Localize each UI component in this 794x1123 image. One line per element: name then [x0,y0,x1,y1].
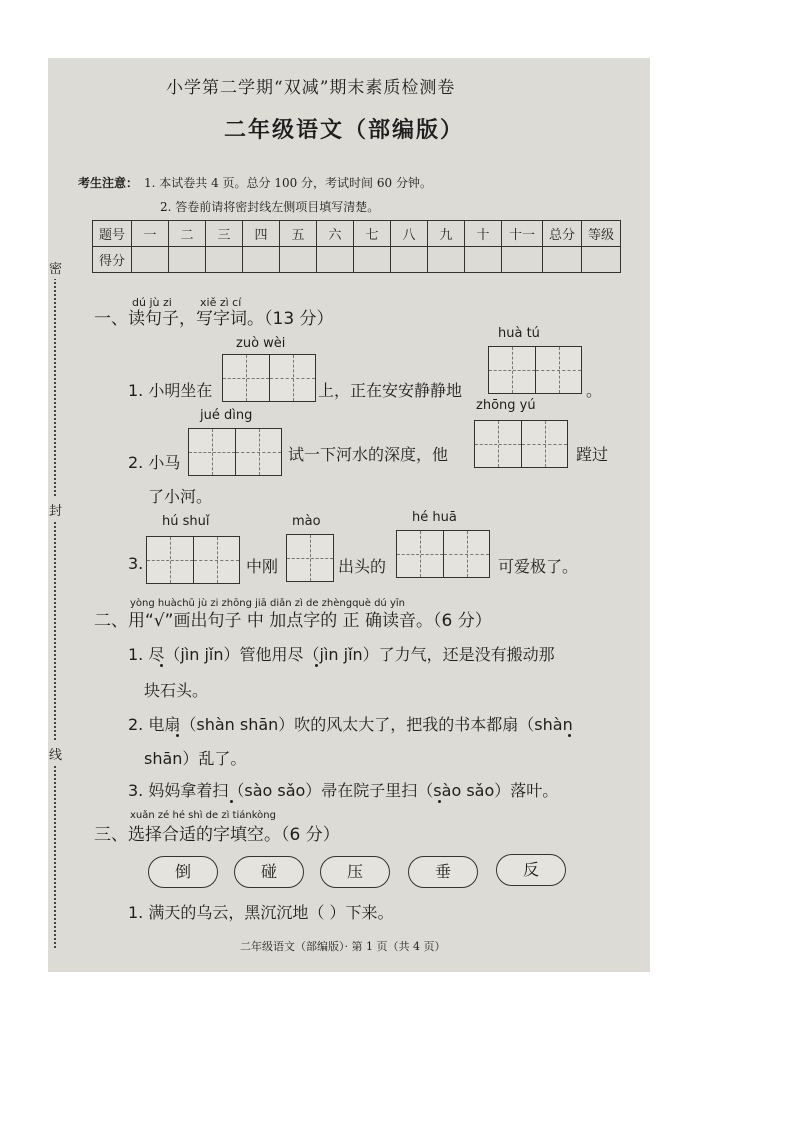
q3-answer-grid-hushui[interactable] [146,536,240,584]
section3-title: 三、选择合适的字填空。（6 分） [94,825,340,845]
option-cloud: 碰 [234,856,304,888]
score-cell[interactable] [543,247,582,273]
seal-label-xian: 线 [49,742,62,765]
option-cloud: 倒 [148,856,218,888]
table-header-cell: 总分 [543,221,582,247]
score-cell[interactable] [391,247,428,273]
exam-title: 小学第二学期“双减”期末素质检测卷 [166,78,456,98]
score-cell[interactable] [582,247,621,273]
q3-pinyin-hushui: hú shuǐ [162,514,210,529]
q2-pinyin-zhongyu: zhōng yú [476,398,536,413]
q1-text-a: 1. 小明坐在 [128,381,213,400]
q1-text-c: 。 [586,381,603,400]
score-cell[interactable] [243,247,280,273]
table-header-cell: 三 [206,221,243,247]
table-header-cell: 十 [465,221,502,247]
s2-q1-line-b: 块石头。 [144,681,209,700]
s2-q3: 3. 妈妈拿着扫（sào sǎo）帚在院子里扫（sào sǎo）落叶。 [128,781,559,800]
score-cell[interactable] [280,247,317,273]
exam-subtitle: 二年级语文（部编版） [224,117,465,143]
q1-answer-grid-zuowei[interactable] [222,354,316,402]
q1-pinyin-zuowei: zuò wèi [236,336,286,351]
score-cell[interactable] [206,247,243,273]
section1-title: 一、读句子，写字词。（13 分） [94,309,334,329]
score-table-header-row [93,221,621,247]
table-header-cell: 十一 [502,221,543,247]
score-table-score-row [93,247,621,273]
table-header-cell: 七 [354,221,391,247]
option-cloud: 反 [496,854,566,886]
section2-pinyin: yòng huàchū jù zi zhōng jiā diǎn zì de zhèngquè dú yīn [130,598,405,609]
q3-text-c: 出头的 [338,557,387,576]
emphasis-dot [176,734,179,737]
section1-pinyin-xiezici: xiě zì cí [200,296,242,309]
q2-text-d: 了小河。 [148,487,213,506]
seal-label-mi: 密 [49,256,62,279]
q3-answer-grid-mao[interactable] [286,534,334,582]
notice-line-2: 2. 答卷前请将密封线左侧项目填写清楚。 [160,200,380,214]
emphasis-dot [160,664,163,667]
emphasis-dot [438,800,441,803]
section2-title: 二、用“√”画出句子 中 加点字的 正 确读音。（6 分） [94,611,492,631]
emphasis-dot [230,800,233,803]
seal-label-feng: 封 [49,498,62,521]
q2-text-c: 蹚过 [576,445,609,464]
seal-line [54,258,56,948]
section3-pinyin: xuǎn zé hé shì de zì tiánkòng [130,810,276,821]
table-header-cell: 题号 [93,221,132,247]
table-header-cell: 五 [280,221,317,247]
score-row-label: 得分 [93,247,132,273]
score-cell[interactable] [132,247,169,273]
s3-q1: 1. 满天的乌云，黑沉沉地（ ）下来。 [128,903,394,922]
q3-pinyin-hehua: hé huā [412,510,457,525]
q2-text-b: 试一下河水的深度，他 [288,445,449,464]
emphasis-dot [568,734,571,737]
section1-pinyin-dujuzi: dú jù zi [132,296,172,309]
s2-q2-line-a: 2. 电扇（shàn shān）吹的风太大了，把我的书本都扇（shàn [128,715,573,734]
notice-line-1: 1. 本试卷共 4 页。总分 100 分，考试时间 60 分钟。 [144,176,432,190]
q3-text-d: 可爱极了。 [498,557,579,576]
q2-text-a: 2. 小马 [128,453,181,472]
q3-text-b: 中刚 [246,557,279,576]
table-header-cell: 六 [317,221,354,247]
score-cell[interactable] [354,247,391,273]
score-cell[interactable] [428,247,465,273]
score-cell[interactable] [317,247,354,273]
score-cell[interactable] [465,247,502,273]
score-cell[interactable] [169,247,206,273]
score-cell[interactable] [502,247,543,273]
q3-pinyin-mao: mào [292,514,321,529]
page-footer: 二年级语文（部编版）· 第 1 页（共 4 页） [240,940,446,953]
option-cloud: 垂 [408,856,478,888]
table-header-cell: 二 [169,221,206,247]
q3-text-a: 3. [128,554,144,573]
q2-answer-grid-jueding[interactable] [188,428,282,476]
q3-answer-grid-hehua[interactable] [396,530,490,578]
table-header-cell: 八 [391,221,428,247]
q2-pinyin-jueding: jué dìng [200,408,253,423]
table-header-cell: 九 [428,221,465,247]
notice-label: 考生注意： [78,176,139,190]
table-header-cell: 四 [243,221,280,247]
table-header-cell: 等级 [582,221,621,247]
s2-q1-line-a: 1. 尽（jìn jǐn）管他用尽（jìn jǐn）了力气，还是没有搬动那 [128,645,555,664]
option-cloud: 压 [320,856,390,888]
emphasis-dot [315,664,318,667]
q2-answer-grid-zhongyu[interactable] [474,420,568,468]
q1-answer-grid-huatu[interactable] [488,346,582,394]
score-table [92,220,621,273]
q1-text-b: 上，正在安安静静地 [318,381,463,400]
q1-pinyin-huatu: huà tú [498,326,540,341]
s2-q2-line-b: shān）乱了。 [144,749,247,768]
table-header-cell: 一 [132,221,169,247]
exam-page [48,58,650,972]
